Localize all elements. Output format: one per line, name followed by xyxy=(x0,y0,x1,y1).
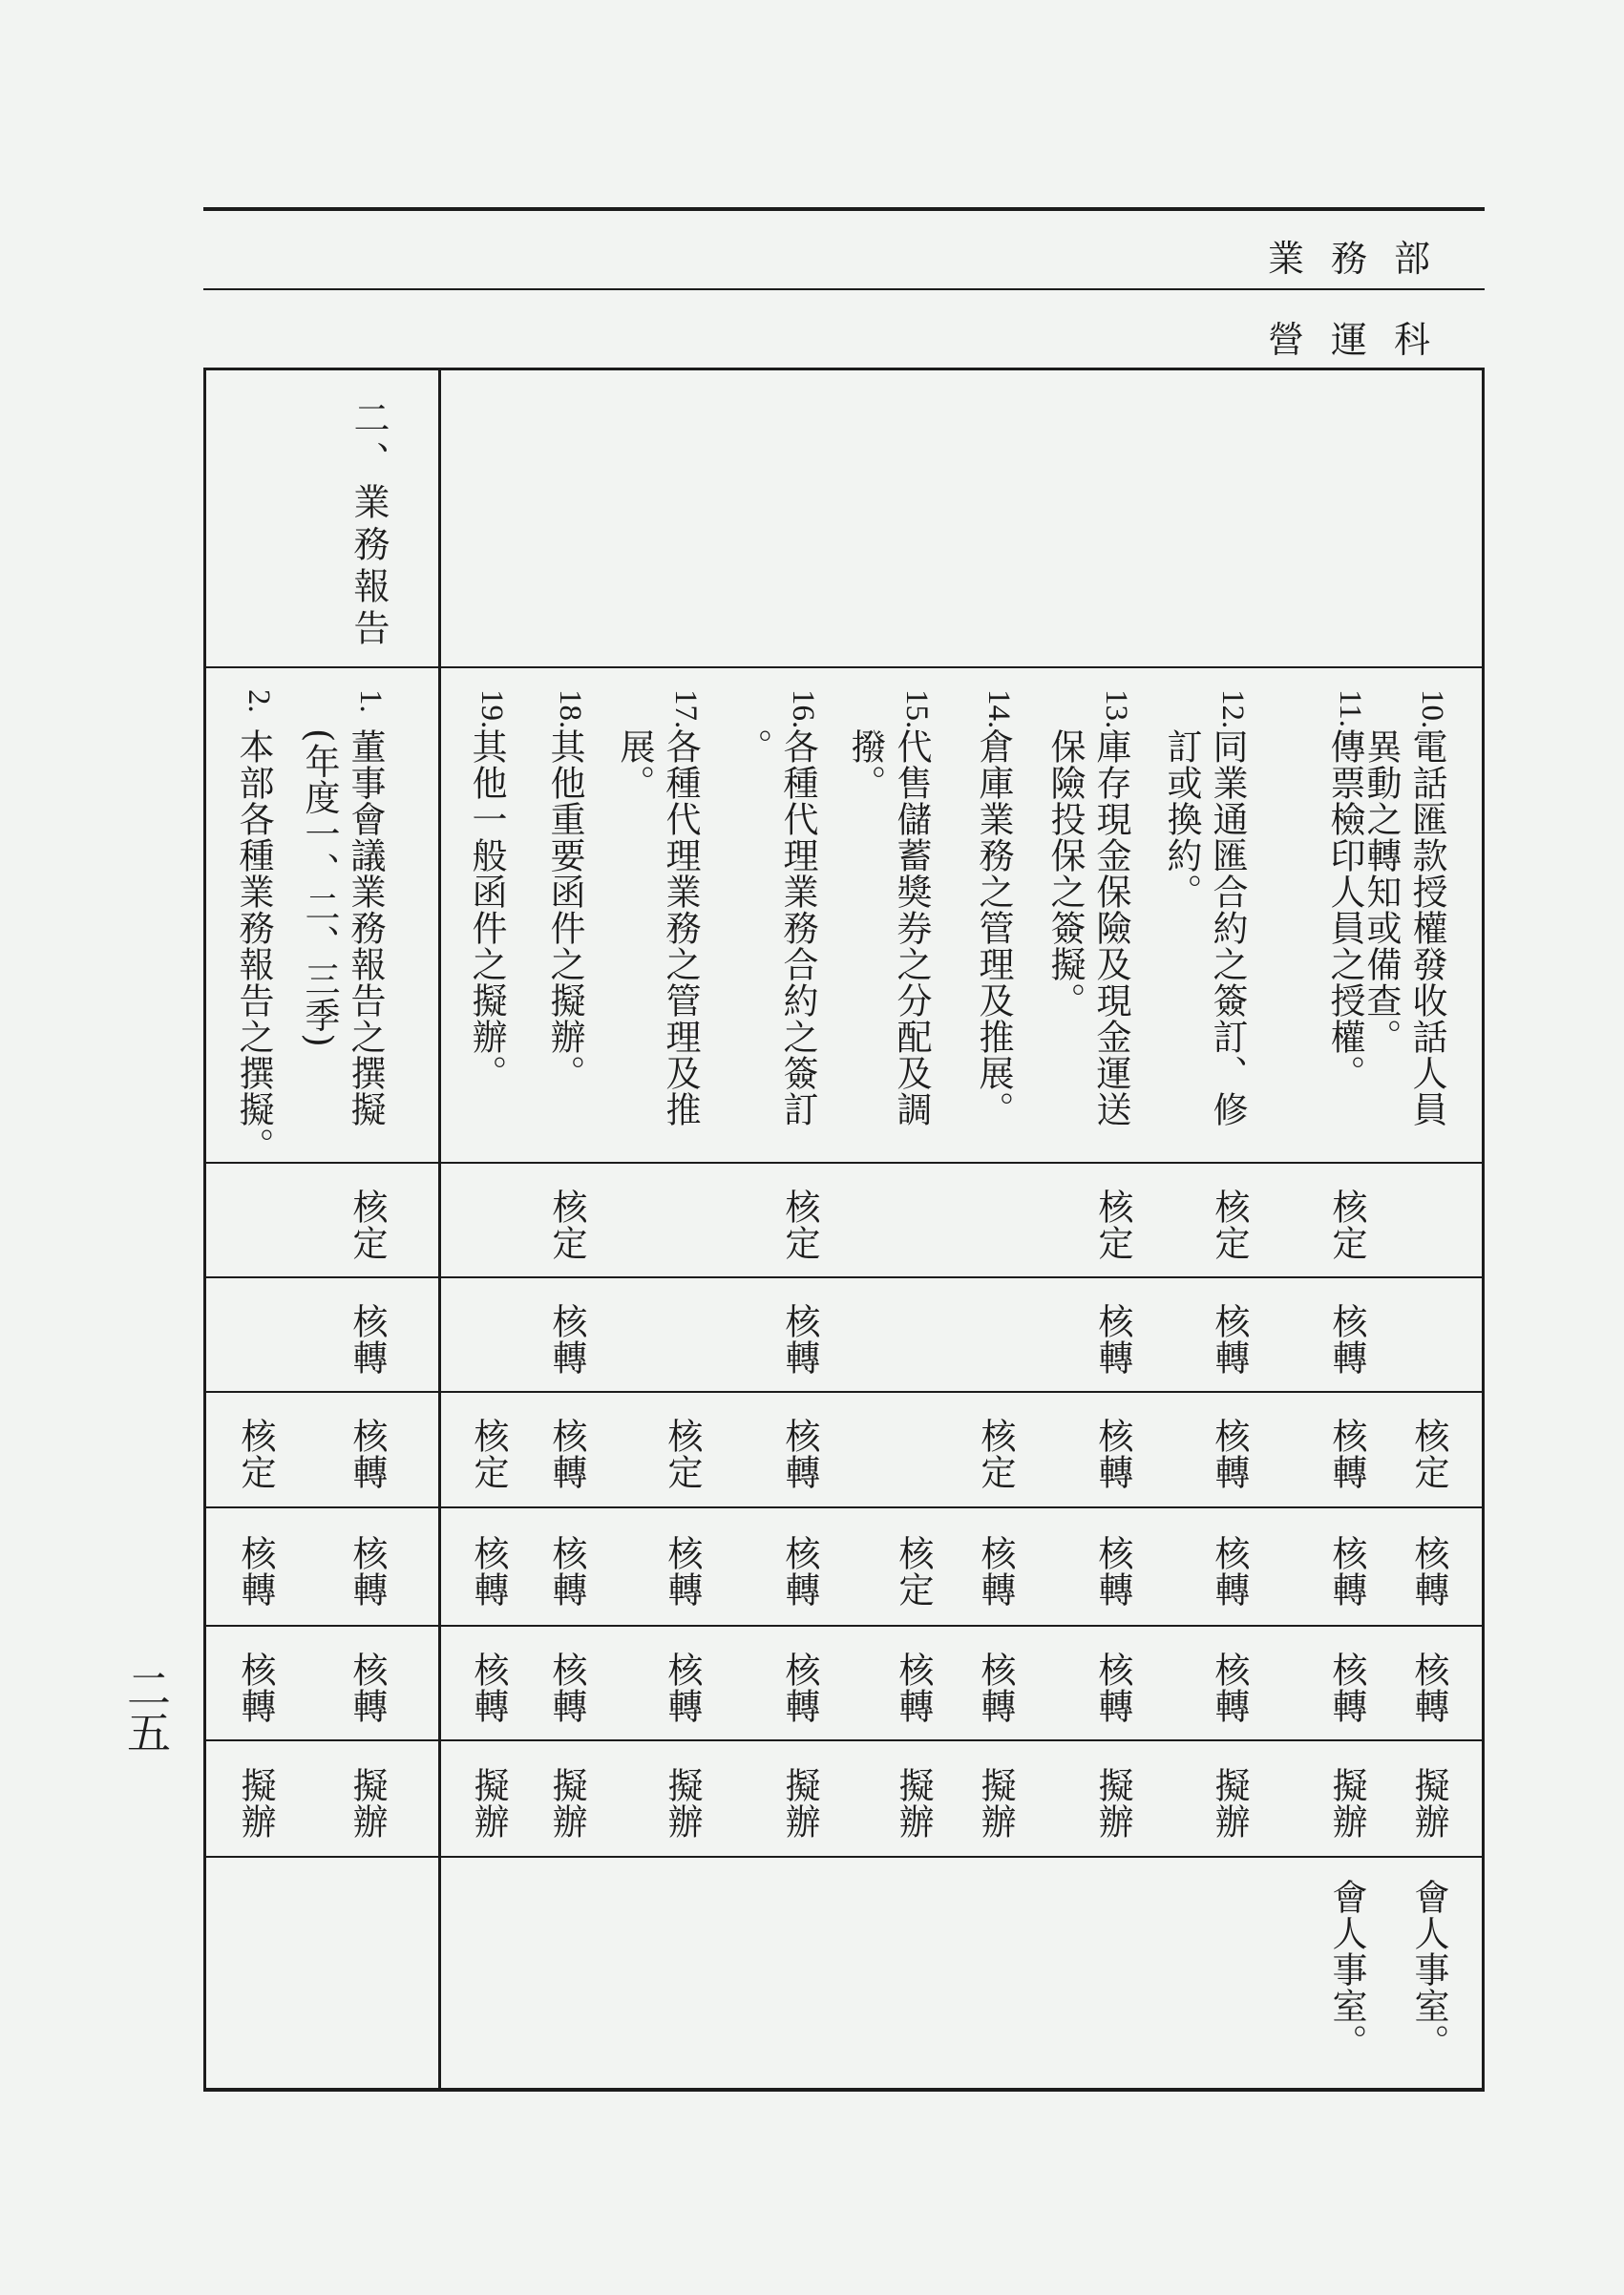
item-number: 12. xyxy=(1215,689,1250,729)
item-text: 代售儲蓄獎券之分配及調 xyxy=(891,728,932,1127)
item-text-continued: 展。 xyxy=(614,728,655,801)
approval-cell-c6: 擬辦 xyxy=(779,1767,820,1840)
approval-cell-c5: 核轉 xyxy=(546,1652,587,1724)
approval-cell-c4: 核轉 xyxy=(1092,1535,1133,1608)
approval-cell-c2: 核轉 xyxy=(347,1303,388,1376)
top-rule xyxy=(203,207,1485,211)
approval-cell-c5: 核轉 xyxy=(347,1652,388,1724)
approval-cell-c6: 擬辦 xyxy=(1092,1767,1133,1840)
item-number: 2. xyxy=(242,689,276,713)
approval-cell-c5: 核轉 xyxy=(975,1652,1016,1724)
approval-cell-c3: 核轉 xyxy=(347,1418,388,1490)
approval-cell-c6: 擬辦 xyxy=(975,1767,1016,1840)
approval-cell-c4: 核轉 xyxy=(662,1535,703,1608)
section-title: 二、業務報告 xyxy=(348,399,390,651)
approval-cell-c4: 核轉 xyxy=(1326,1535,1367,1608)
approval-cell-c3: 核轉 xyxy=(779,1418,820,1490)
approval-cell-c1: 核定 xyxy=(347,1189,388,1261)
item-text: 其他一般函件之擬辦。 xyxy=(466,728,507,1091)
approval-cell-c6: 擬辦 xyxy=(546,1767,587,1840)
approval-cell-c5: 核轉 xyxy=(1326,1652,1367,1724)
row-divider xyxy=(203,1856,1485,1858)
approval-cell-c6: 擬辦 xyxy=(1209,1767,1250,1840)
table-top-rule xyxy=(203,368,1485,370)
row-divider xyxy=(203,1739,1485,1741)
approval-cell-c1: 核定 xyxy=(546,1189,587,1261)
approval-cell-c4: 核轉 xyxy=(468,1535,509,1608)
approval-cell-c3: 核定 xyxy=(468,1418,509,1490)
item-text: 電話匯款授權發收話人員 xyxy=(1406,728,1447,1127)
item-text: 同業通匯合約之簽訂、修 xyxy=(1207,728,1248,1127)
approval-cell-c4: 核轉 xyxy=(975,1535,1016,1608)
approval-cell-c4: 核轉 xyxy=(779,1535,820,1608)
approval-cell-c6: 擬辦 xyxy=(662,1767,703,1840)
item-text-continued: 異動之轉知或備查。 xyxy=(1360,728,1402,1055)
item-text-continued: 訂或換約。 xyxy=(1161,728,1202,910)
item-number: 16. xyxy=(786,689,820,729)
approval-cell-c3: 核轉 xyxy=(546,1418,587,1490)
approval-cell-c1: 核定 xyxy=(1209,1189,1250,1261)
approval-cell-c4: 核轉 xyxy=(546,1535,587,1608)
row-divider xyxy=(203,1162,1485,1164)
approval-cell-c4: 核轉 xyxy=(235,1535,276,1608)
approval-cell-c6: 擬辦 xyxy=(1326,1767,1367,1840)
row-divider xyxy=(203,1276,1485,1278)
item-number: 19. xyxy=(475,689,509,729)
table-bottom-rule xyxy=(203,2088,1485,2092)
approval-cell-c4: 核轉 xyxy=(1408,1535,1449,1608)
header-divider xyxy=(203,288,1485,290)
approval-cell-c2: 核轉 xyxy=(779,1303,820,1376)
approval-cell-c1: 核定 xyxy=(1092,1189,1133,1261)
approval-cell-c5: 核轉 xyxy=(235,1652,276,1724)
section-heading: 營運科 xyxy=(1267,319,1457,361)
approval-cell-c5: 核轉 xyxy=(468,1652,509,1724)
approval-cell-c2: 核轉 xyxy=(1092,1303,1133,1376)
approval-cell-c1: 核定 xyxy=(1326,1189,1367,1261)
approval-cell-c3: 核轉 xyxy=(1326,1418,1367,1490)
item-number: 10. xyxy=(1415,689,1449,729)
item-number: 18. xyxy=(553,689,587,729)
approval-cell-c2: 核轉 xyxy=(1209,1303,1250,1376)
item-text-continued: (年度一、二、三季) xyxy=(299,728,340,1048)
item-text-continued: 保險投保之簽擬。 xyxy=(1044,728,1086,1019)
table-right-border xyxy=(1482,368,1485,2091)
approval-cell-c5: 核轉 xyxy=(779,1652,820,1724)
item-text: 董事會議業務報告之撰擬 xyxy=(345,728,386,1127)
approval-cell-c5: 核轉 xyxy=(1209,1652,1250,1724)
approval-cell-c4: 核定 xyxy=(893,1535,934,1608)
approval-cell-c4: 核轉 xyxy=(347,1535,388,1608)
item-text-continued: 撥。 xyxy=(845,728,886,801)
approval-cell-c4: 核轉 xyxy=(1209,1535,1250,1608)
item-number: 15. xyxy=(899,689,934,729)
item-text: 庫存現金保險及現金運送 xyxy=(1090,728,1131,1127)
approval-cell-c5: 核轉 xyxy=(1092,1652,1133,1724)
item-number: 13. xyxy=(1099,689,1133,729)
table-left-border xyxy=(203,368,206,2091)
row-divider xyxy=(203,1625,1485,1627)
item-number: 1. xyxy=(353,689,388,713)
row-divider xyxy=(203,666,1485,668)
item-text-continued: 。 xyxy=(731,728,772,765)
approval-cell-c3: 核定 xyxy=(662,1418,703,1490)
approval-cell-c2: 核轉 xyxy=(1326,1303,1367,1376)
approval-cell-c7: 會人事室。 xyxy=(1326,1879,1367,2060)
approval-cell-c5: 核轉 xyxy=(662,1652,703,1724)
item-text: 傳票檢印人員之授權。 xyxy=(1324,728,1365,1091)
item-number: 11. xyxy=(1333,689,1367,728)
item-text: 其他重要函件之擬辦。 xyxy=(544,728,585,1091)
item-number: 14. xyxy=(981,689,1016,729)
item-text: 本部各種業務報告之撰擬。 xyxy=(233,728,274,1164)
approval-cell-c3: 核定 xyxy=(1408,1418,1449,1490)
page-number: 二五 xyxy=(120,1666,172,1754)
approval-cell-c3: 核轉 xyxy=(1209,1418,1250,1490)
item-number: 17. xyxy=(668,689,703,729)
approval-cell-c2: 核轉 xyxy=(546,1303,587,1376)
approval-cell-c3: 核轉 xyxy=(1092,1418,1133,1490)
approval-cell-c6: 擬辦 xyxy=(893,1767,934,1840)
approval-cell-c5: 核轉 xyxy=(1408,1652,1449,1724)
item-text: 各種代理業務合約之簽訂 xyxy=(777,728,818,1127)
approval-cell-c3: 核定 xyxy=(975,1418,1016,1490)
item-text: 倉庫業務之管理及推展。 xyxy=(973,728,1014,1127)
item-text: 各種代理業務之管理及推 xyxy=(660,728,701,1127)
department-heading: 業務部 xyxy=(1267,238,1457,280)
approval-cell-c6: 擬辦 xyxy=(235,1767,276,1840)
row-divider xyxy=(203,1506,1485,1508)
approval-cell-c1: 核定 xyxy=(779,1189,820,1261)
approval-cell-c3: 核定 xyxy=(235,1418,276,1490)
section-column-divider xyxy=(438,368,441,2091)
approval-cell-c6: 擬辦 xyxy=(1408,1767,1449,1840)
approval-cell-c7: 會人事室。 xyxy=(1408,1879,1449,2060)
row-divider xyxy=(203,1391,1485,1393)
approval-cell-c5: 核轉 xyxy=(893,1652,934,1724)
approval-cell-c6: 擬辦 xyxy=(468,1767,509,1840)
approval-cell-c6: 擬辦 xyxy=(347,1767,388,1840)
